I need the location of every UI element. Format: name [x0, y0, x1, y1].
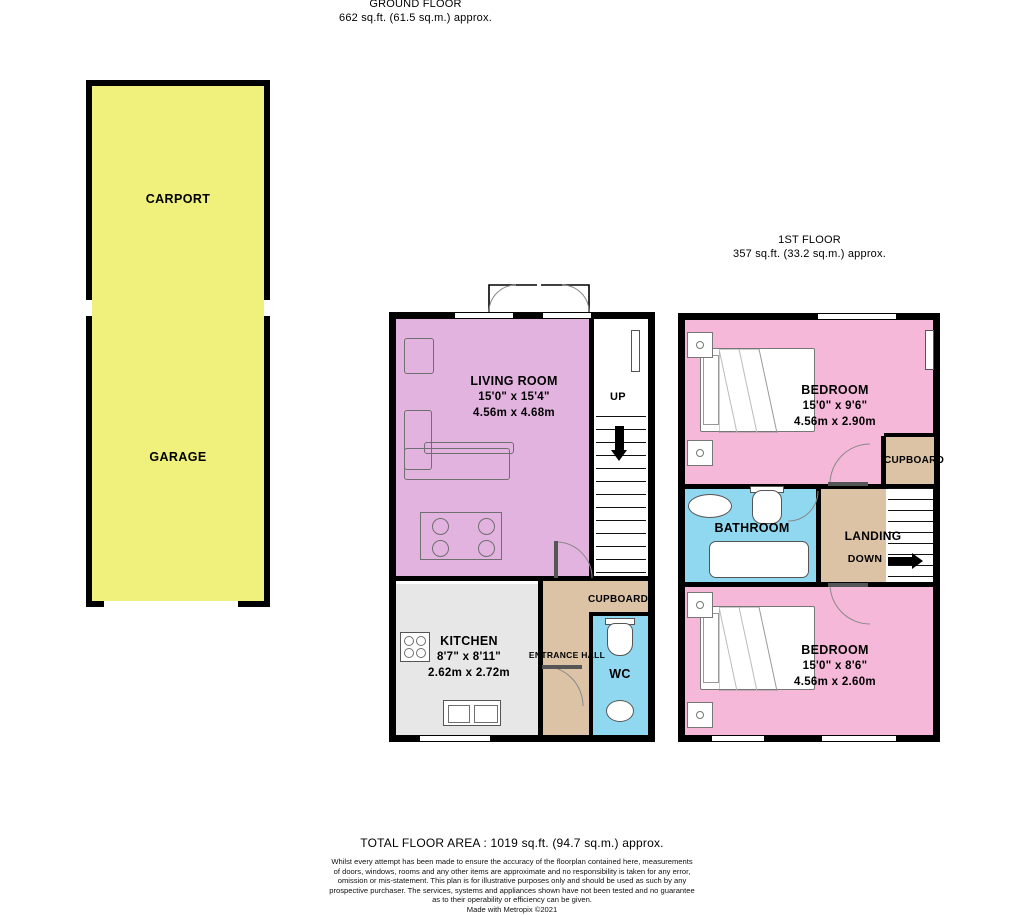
bedroom2-door-arc [826, 582, 872, 628]
bedroom-1-label-group [745, 383, 925, 430]
bedroom-2-label: BEDROOM [801, 643, 869, 657]
dining-chair [478, 540, 495, 557]
stairs-up-arrow-head [611, 450, 627, 461]
kitchen-label-group [396, 634, 542, 681]
first-floor-cupboard-label: CUPBOARD [884, 455, 945, 466]
kitchen-dim-imperial: 8'7" x 8'11" [436, 651, 502, 663]
window-bedroom2-rear-right [822, 735, 896, 742]
stairs-down-label: DOWN [847, 553, 883, 565]
stairs-up-label: UP [609, 391, 627, 403]
radiator-icon [925, 330, 934, 370]
bedside-table-icon [687, 332, 713, 358]
living-room-dim-metric: 4.56m x 4.68m [473, 407, 555, 419]
first-floor-title: 1ST FLOOR [778, 234, 841, 246]
kitchen-label: KITCHEN [440, 634, 498, 648]
radiator-icon [631, 330, 640, 372]
bedside-table-icon [687, 702, 713, 728]
bathtub-icon [709, 541, 809, 578]
bathroom-toilet-icon [752, 490, 782, 524]
garage-wall-opening-right [264, 300, 270, 316]
bedside-table-icon [687, 440, 713, 466]
garage-door-opening [104, 601, 238, 607]
wc-basin-icon [606, 700, 634, 722]
entrance-hall-label: ENTRANCE HALL [528, 650, 606, 660]
dining-chair [432, 540, 449, 557]
bathroom-door-arc [786, 489, 820, 523]
bedroom-1-dim-imperial: 15'0" x 9'6" [802, 400, 868, 412]
ground-floor-heading [243, 0, 588, 25]
ground-floor-area: 662 sq.ft. (61.5 sq.m.) approx. [339, 12, 492, 24]
stairs-up-arrow-shaft [615, 426, 624, 452]
footer [0, 836, 1024, 915]
wall-cupboard-wc [589, 612, 648, 616]
bedroom1-door-arc [826, 440, 872, 486]
disclaimer-line: omission or mis-statement. This plan is for illustrative purposes only and should be used as such by any [337, 876, 687, 886]
living-room-label: LIVING ROOM [470, 374, 558, 388]
window-living-front-right [543, 312, 591, 319]
sofa-back [424, 442, 514, 454]
credit-line: Made with Metropix ©2021 [466, 904, 558, 914]
bathroom-basin-icon [688, 494, 732, 518]
wc-toilet-icon [607, 623, 633, 656]
disclaimer-line: Whilst every attempt has been made to ensure the accuracy of the floorplan contained here, measurements [331, 857, 693, 866]
disclaimer-text [0, 857, 1024, 915]
bedroom-1-dim-metric: 4.56m x 2.90m [794, 416, 876, 428]
disclaimer-line: prospective purchaser. The services, systems and appliances shown have not been tested and no guarantee [329, 885, 695, 895]
garage-label: GARAGE [149, 450, 207, 464]
first-floor-area: 357 sq.ft. (33.2 sq.m.) approx. [733, 248, 886, 260]
garage-wall-opening-left [86, 300, 92, 316]
window-bedroom2-rear-left [712, 735, 764, 742]
bedroom-2-dim-metric: 4.56m x 2.60m [794, 676, 876, 688]
kitchen-door-arc [541, 664, 589, 708]
bedroom-2-dim-imperial: 15'0" x 8'6" [802, 660, 868, 672]
wall-bathroom-bedroom2 [685, 582, 933, 587]
window-living-front-left [455, 312, 513, 319]
bedroom-1-label: BEDROOM [801, 383, 869, 397]
wc-label: WC [609, 667, 631, 681]
ground-floor-title: GROUND FLOOR [369, 0, 462, 10]
landing-label: LANDING [844, 529, 902, 543]
window-kitchen-rear [420, 735, 490, 742]
kitchen-sink-icon [443, 700, 501, 726]
ground-floor-cupboard-label: CUPBOARD [588, 594, 649, 605]
armchair [404, 338, 434, 374]
stairs-down-arrow-head [912, 553, 923, 569]
bedside-table-icon [687, 592, 713, 618]
kitchen-dim-metric: 2.62m x 2.72m [428, 667, 510, 679]
living-room-label-group [414, 374, 614, 421]
disclaimer-line: as to their operability or efficiency can be given. [432, 895, 592, 905]
bathroom-label: BATHROOM [714, 521, 790, 535]
dining-chair [432, 518, 449, 535]
first-floor-heading [637, 233, 982, 261]
carport-garage-block [86, 80, 270, 607]
living-room-door-arc [548, 540, 594, 580]
bedroom-2-label-group [745, 643, 925, 690]
wall-cupboard-top [884, 433, 934, 437]
front-door-arcs [487, 283, 591, 313]
total-floor-area: TOTAL FLOOR AREA : 1019 sq.ft. (94.7 sq.m.) approx. [360, 836, 664, 850]
carport-label: CARPORT [145, 192, 211, 206]
dining-chair [478, 518, 495, 535]
living-room-dim-imperial: 15'0" x 15'4" [478, 391, 550, 403]
disclaimer-line: of doors, windows, rooms and any other items are approximate and no responsibility is taken for any error, [333, 866, 691, 876]
wall-wc-left [589, 616, 593, 735]
window-bedroom1-front [818, 313, 896, 320]
